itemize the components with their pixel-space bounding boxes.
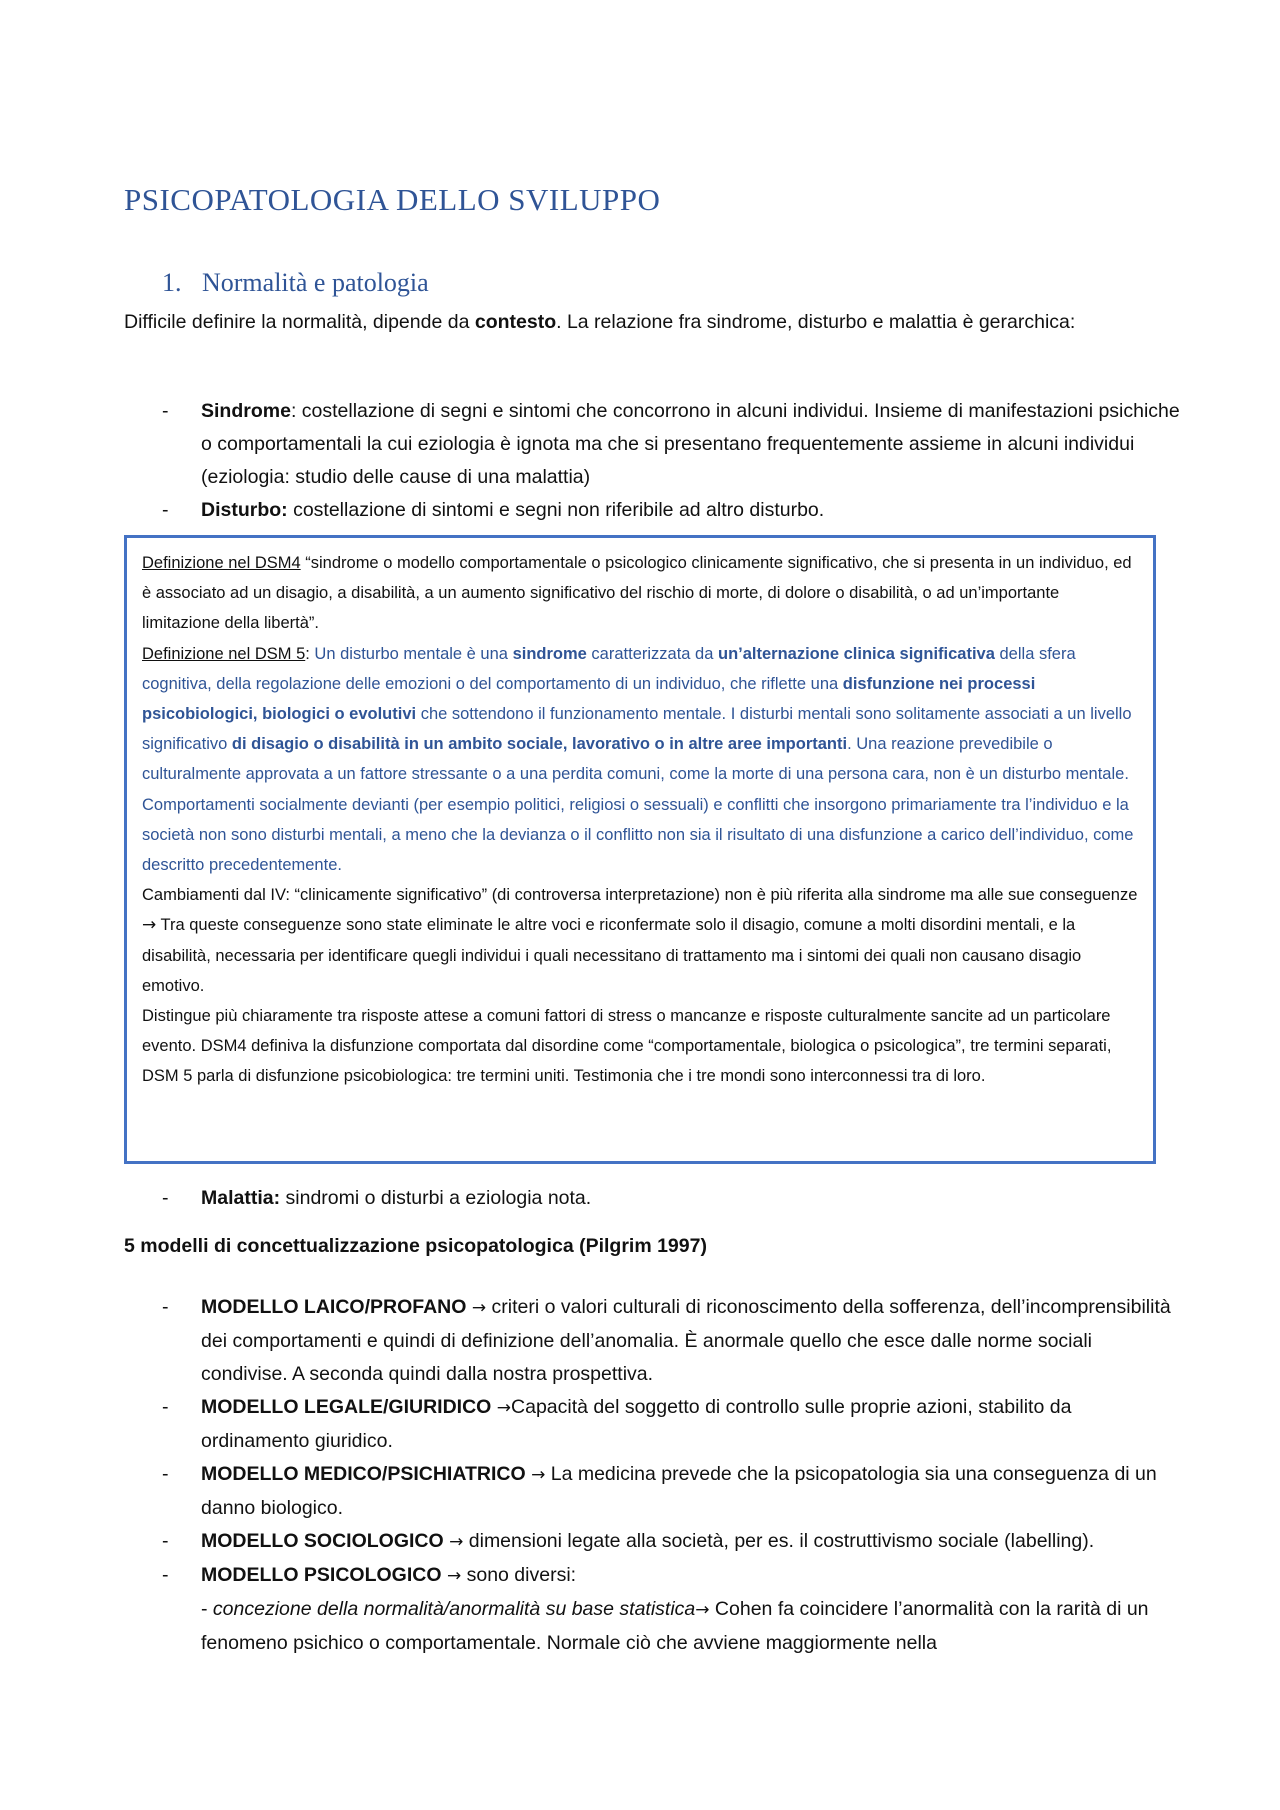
list-item [124, 1559, 1184, 1660]
models-list [124, 1291, 1184, 1660]
section-number: 1. [162, 268, 182, 297]
section-heading [162, 268, 429, 298]
dsm5-bold-run: sindrome [512, 644, 587, 663]
definition-text: costellazione di segni e sintomi che concorrono in alcuni individui. Insieme di manifestazioni psichiche o comportamentali la cui eziologia è ignota ma che si presentano frequentemente assieme in alcuni individui (eziologia: studio delle cause di una malattia) [201, 400, 1180, 488]
sub-item-prefix: - [201, 1598, 213, 1620]
model-text: sono diversi: [461, 1564, 577, 1586]
list-item [124, 1458, 1184, 1525]
list-item [124, 395, 1184, 494]
term: Disturbo: [201, 499, 288, 521]
dsm5-colon: : [305, 644, 310, 663]
dsm5-label: Definizione nel DSM 5 [142, 644, 306, 663]
model-text: dimensioni legate alla società, per es. il costruttivismo sociale (labelling). [463, 1530, 1095, 1552]
malattia-list [124, 1182, 1184, 1215]
distinguishes-paragraph: Distingue più chiaramente tra risposte attese a comuni fattori di stress o mancanze e risposte culturalmente sancite ad un particolare evento. DSM4 definiva la disfunzione comportata dal disordine come “comportamentale, biologica o psicologica”, tre termini separati, DSM 5 parla di disfunzione psicobiologica: tre termini uniti. Testimonia che i tre mondi sono interconnessi tra di loro. [142, 1007, 1112, 1086]
model-name: MODELLO LAICO/PROFANO [201, 1296, 467, 1318]
arrow-icon: → [531, 1465, 546, 1485]
definition-text: sindromi o disturbi a eziologia nota. [280, 1187, 592, 1209]
intro-paragraph [124, 306, 1184, 339]
arrow-icon: → [471, 1298, 487, 1318]
dsm4-paragraph [142, 548, 1139, 639]
dsm5-bold-run: un’alternazione clinica significativa [718, 644, 995, 663]
dsm4-label: Definizione nel DSM4 [142, 554, 301, 572]
dsm5-text [142, 645, 1133, 874]
arrow-icon: → [496, 1398, 512, 1418]
dsm5-text-run: della sfera cognitiva, della regolazione delle emozioni o del comportamento di un individuo, che riflette una [142, 644, 1076, 693]
arrow-icon: → [142, 915, 157, 936]
bullet-dash: - [162, 1187, 169, 1209]
definitions-list [124, 395, 1184, 527]
model-text: criteri o valori culturali di riconoscimento della sofferenza, dell’incomprensibilità dei comportamenti e quindi di definizione dell’anomalia. È anormale quello che esce dalle norme sociali condivise. A seconda quindi dalla nostra prospettiva. [201, 1296, 1171, 1385]
term: Sindrome [201, 400, 291, 422]
section-title: Normalità e patologia [202, 268, 429, 297]
model-name: MODELLO PSICOLOGICO [201, 1564, 442, 1586]
dsm5-bold-run: di disagio o disabilità in un ambito sociale, lavorativo o in altre aree importanti [231, 735, 848, 754]
dsm5-bold-run: disfunzione nei processi psicobiologici, biologici o evolutivi [142, 674, 1036, 724]
list-item [124, 494, 1184, 527]
bullet-dash: - [162, 1564, 169, 1586]
changes-text-2: Tra queste conseguenze sono state eliminate le altre voci e riconfermate solo il disagio, comune a molti disordini mentali, e la disabilità, necessaria per identificare quegli individui i quali necessitano di trattamento ma i sintomi dei quali non causano disagio emotivo. [142, 916, 1082, 995]
sub-item-italic: concezione della normalità/anormalità su base statistica [212, 1598, 696, 1620]
bullet-dash: - [162, 1396, 169, 1418]
dsm5-text-run: Un disturbo mentale è una [309, 644, 513, 663]
list-item [124, 1291, 1184, 1391]
model-name: MODELLO LEGALE/GIURIDICO [201, 1396, 492, 1418]
model-text: Capacità del soggetto di controllo sulle proprie azioni, stabilito da ordinamento giuridico. [201, 1396, 1072, 1452]
model-name: MODELLO MEDICO/PSICHIATRICO [201, 1463, 526, 1485]
document-title: PSICOPATOLOGIA DELLO SVILUPPO [124, 182, 661, 217]
bullet-dash: - [162, 1296, 169, 1318]
bullet-dash: - [162, 1463, 169, 1485]
arrow-icon: → [695, 1600, 710, 1620]
dsm5-text-run: . Una reazione prevedibile o culturalmente approvata a un fattore stressante o a una perdita comuni, come la morte di una persona cara, non è un disturbo mentale. Comportamenti socialmente devianti (per esempio politici, religiosi o sessuali) e conflitti che insorgono primariamente tra l’individuo e la società non sono disturbi mentali, a meno che la devianza o il conflitto non sia il risultato di una disfunzione a carico dell’individuo, come descritto precedentemente. [142, 735, 1134, 875]
intro-text-2: . La relazione fra sindrome, disturbo e malattia è gerarchica: [556, 311, 1076, 333]
models-heading: 5 modelli di concettualizzazione psicopatologica (Pilgrim 1997) [124, 1235, 707, 1257]
intro-text: Difficile definire la normalità, dipende da [124, 311, 475, 333]
term: Malattia: [201, 1187, 281, 1209]
arrow-icon: → [446, 1566, 462, 1586]
bullet-dash: - [162, 499, 169, 521]
term-separator: : [290, 400, 302, 422]
intro-bold: contesto [474, 311, 557, 333]
list-item [124, 1391, 1184, 1458]
model-text: La medicina prevede che la psicopatologia sia una conseguenza di un danno biologico. [201, 1463, 1157, 1519]
arrow-icon: → [449, 1532, 464, 1552]
dsm5-paragraph [142, 639, 1139, 881]
changes-paragraph [142, 880, 1139, 1001]
dsm-definition-box [124, 535, 1156, 1164]
dsm4-text: “sindrome o modello comportamentale o psicologico clinicamente significativo, che si presenta in un individuo, ed è associato ad un disagio, a disabilità, a un aumento significativo del rischio di morte, di dolore o disabilità, o ad un’importante limitazione della libertà”. [142, 554, 1132, 633]
bullet-dash: - [162, 1530, 169, 1552]
dsm5-text-run: che sottendono il funzionamento mentale. I disturbi mentali sono solitamente associati a un livello significativo [142, 705, 1132, 754]
definition-text: costellazione di sintomi e segni non riferibile ad altro disturbo. [293, 499, 825, 521]
bullet-dash: - [162, 400, 169, 422]
list-item [124, 1525, 1184, 1559]
list-item [124, 1182, 1184, 1215]
dsm5-text-run: caratterizzata da [586, 644, 718, 663]
changes-text: Cambiamenti dal IV: “clinicamente significativo” (di controversa interpretazione) non è più riferita alla sindrome ma alle sue conseguenze [142, 886, 1138, 905]
sub-item-text: Cohen fa coincidere l’anormalità con la rarità di un fenomeno psichico o comportamentale. Normale ciò che avviene maggiormente nella [201, 1598, 1149, 1654]
model-name: MODELLO SOCIOLOGICO [201, 1530, 444, 1552]
